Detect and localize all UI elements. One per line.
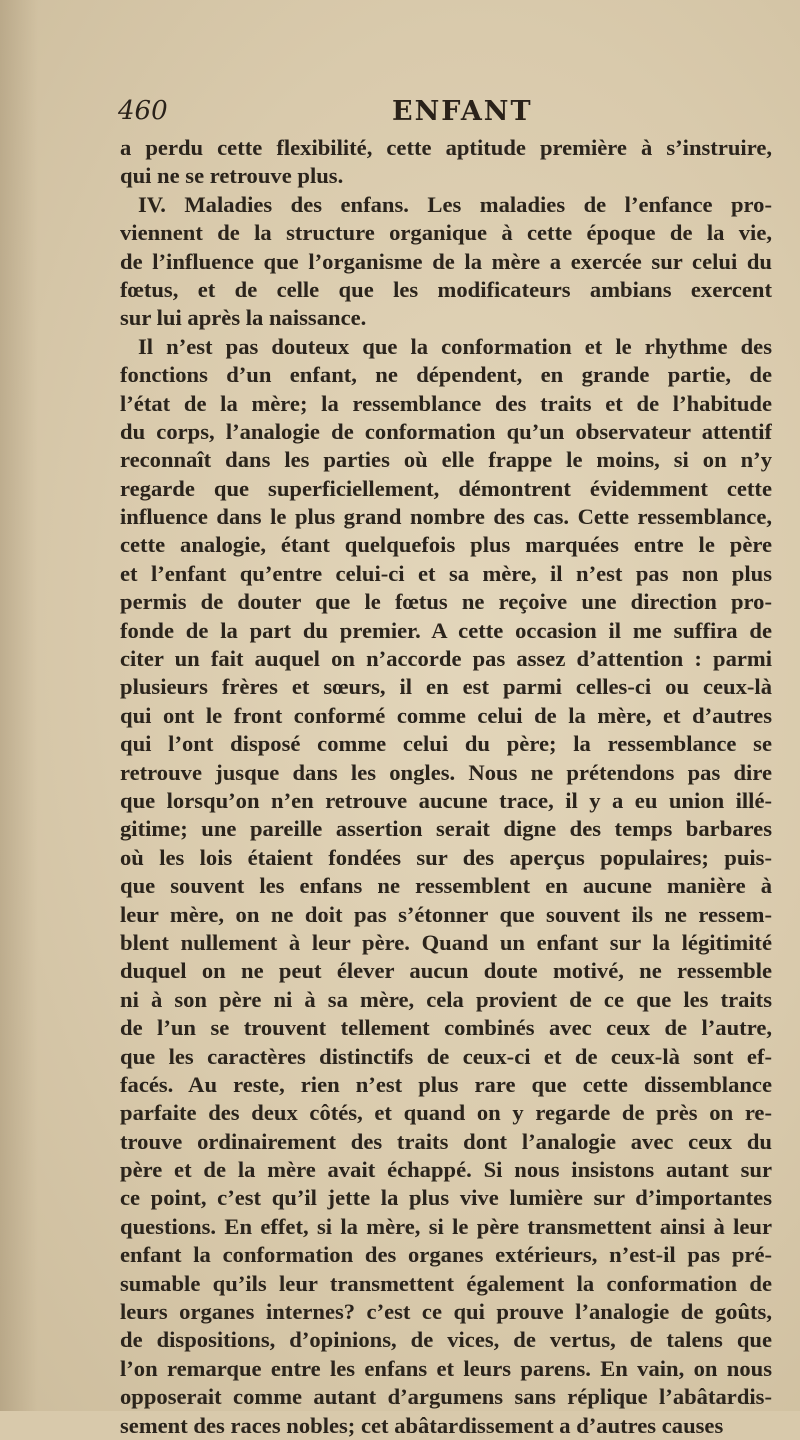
text-line: de l’un se trouvent tellement combinés avec ceux de l’autre, — [120, 1015, 772, 1041]
text-line: reconnaît dans les parties où elle frappe le moins, si on n’y — [120, 447, 772, 473]
text-line: qui ont le front conformé comme celui de la mère, et d’autres — [120, 702, 772, 728]
text-line: ni à son père ni à sa mère, cela provient de ce que les traits — [120, 986, 772, 1012]
text-line: où les lois étaient fondées sur des aperçus populaires; puis- — [120, 844, 772, 870]
text-line: et l’enfant qu’entre celui-ci et sa mère, il n’est pas non plus — [120, 560, 772, 586]
text-line: qui l’ont disposé comme celui du père; la ressemblance se — [120, 731, 772, 757]
text-line: leur mère, on ne doit pas s’étonner que souvent ils ne ressem- — [120, 901, 772, 927]
text-line: citer un fait auquel on n’accorde pas assez d’attention : parmi — [120, 646, 772, 672]
text-line: du corps, l’analogie de conformation qu’un observateur attentif — [120, 418, 772, 444]
section-heading-line: IV. Maladies des enfans. Les maladies de l’enfance pro- — [138, 191, 772, 217]
text-line: de l’influence que l’organisme de la mère a exercée sur celui du — [120, 248, 772, 274]
text-line: retrouve jusque dans les ongles. Nous ne prétendons pas dire — [120, 759, 772, 785]
text-line: ce point, c’est qu’il jette la plus vive lumière sur d’importantes — [120, 1185, 772, 1211]
text-line: de dispositions, d’opinions, de vices, de vertus, de talens que — [120, 1327, 772, 1353]
text-line: sumable qu’ils leur transmettent également la conformation de — [120, 1270, 772, 1296]
text-line: que les caractères distinctifs de ceux-ci et de ceux-là sont ef- — [120, 1043, 772, 1069]
text-line: fonde de la part du premier. A cette occasion il me suffira de — [120, 617, 772, 643]
text-line: questions. En effet, si la mère, si le père transmettent ainsi à leur — [120, 1213, 772, 1239]
text-line: permis de douter que le fœtus ne reçoive une direction pro- — [120, 589, 772, 615]
text-line: père et de la mère avait échappé. Si nous insistons autant sur — [120, 1157, 772, 1183]
page-number: 460 — [118, 96, 168, 126]
text-line: l’on remarque entre les enfans et leurs parens. En vain, on nous — [120, 1355, 772, 1381]
text-line: opposerait comme autant d’argumens sans réplique l’abâtardis- — [120, 1384, 772, 1410]
text-line: plusieurs frères et sœurs, il en est parmi celles-ci ou ceux-là — [120, 674, 772, 700]
text-line: que lorsqu’on n’en retrouve aucune trace, il y a eu union illé- — [120, 787, 772, 813]
paragraph-start-line: Il n’est pas douteux que la conformation et le rhythme des — [138, 333, 772, 359]
text-line: qui ne se retrouve plus. — [120, 163, 344, 189]
page-title: ENFANT — [392, 96, 533, 127]
text-line: duquel on ne peut élever aucun doute motivé, ne ressemble — [120, 958, 772, 984]
text-line: sur lui après la naissance. — [120, 305, 367, 331]
page-gutter-shadow — [0, 0, 38, 1411]
text-line: regarde que superficiellement, démontrent évidemment cette — [120, 475, 772, 501]
text-line: enfant la conformation des organes extérieurs, n’est-il pas pré- — [120, 1242, 772, 1268]
text-line: cette analogie, étant quelquefois plus marquées entre le père — [120, 532, 772, 558]
text-line: sement des races nobles; cet abâtardissement a d’autres causes — [120, 1412, 724, 1438]
text-line: blent nullement à leur père. Quand un enfant sur la légitimité — [120, 929, 772, 955]
text-line: trouve ordinairement des traits dont l’analogie avec ceux du — [120, 1128, 772, 1154]
body-text — [120, 134, 772, 1440]
text-line: influence dans le plus grand nombre des cas. Cette ressemblance, — [120, 504, 772, 530]
text-line: fonctions d’un enfant, ne dépendent, en grande partie, de — [120, 362, 772, 388]
text-line: parfaite des deux côtés, et quand on y regarde de près on re- — [120, 1100, 772, 1126]
text-line: gitime; une pareille assertion serait digne des temps barbares — [120, 816, 772, 842]
text-line: fœtus, et de celle que les modificateurs ambians exercent — [120, 276, 772, 302]
text-line: facés. Au reste, rien n’est plus rare que cette dissemblance — [120, 1071, 772, 1097]
text-line: l’état de la mère; la ressemblance des traits et de l’habitude — [120, 390, 772, 416]
running-head — [118, 96, 778, 130]
text-line: a perdu cette flexibilité, cette aptitude première à s’instruire, — [120, 135, 772, 160]
text-line: viennent de la structure organique à cette époque de la vie, — [120, 220, 772, 246]
text-line: leurs organes internes? c’est ce qui prouve l’analogie de goûts, — [120, 1299, 772, 1325]
text-line: que souvent les enfans ne ressemblent en aucune manière à — [120, 873, 772, 899]
